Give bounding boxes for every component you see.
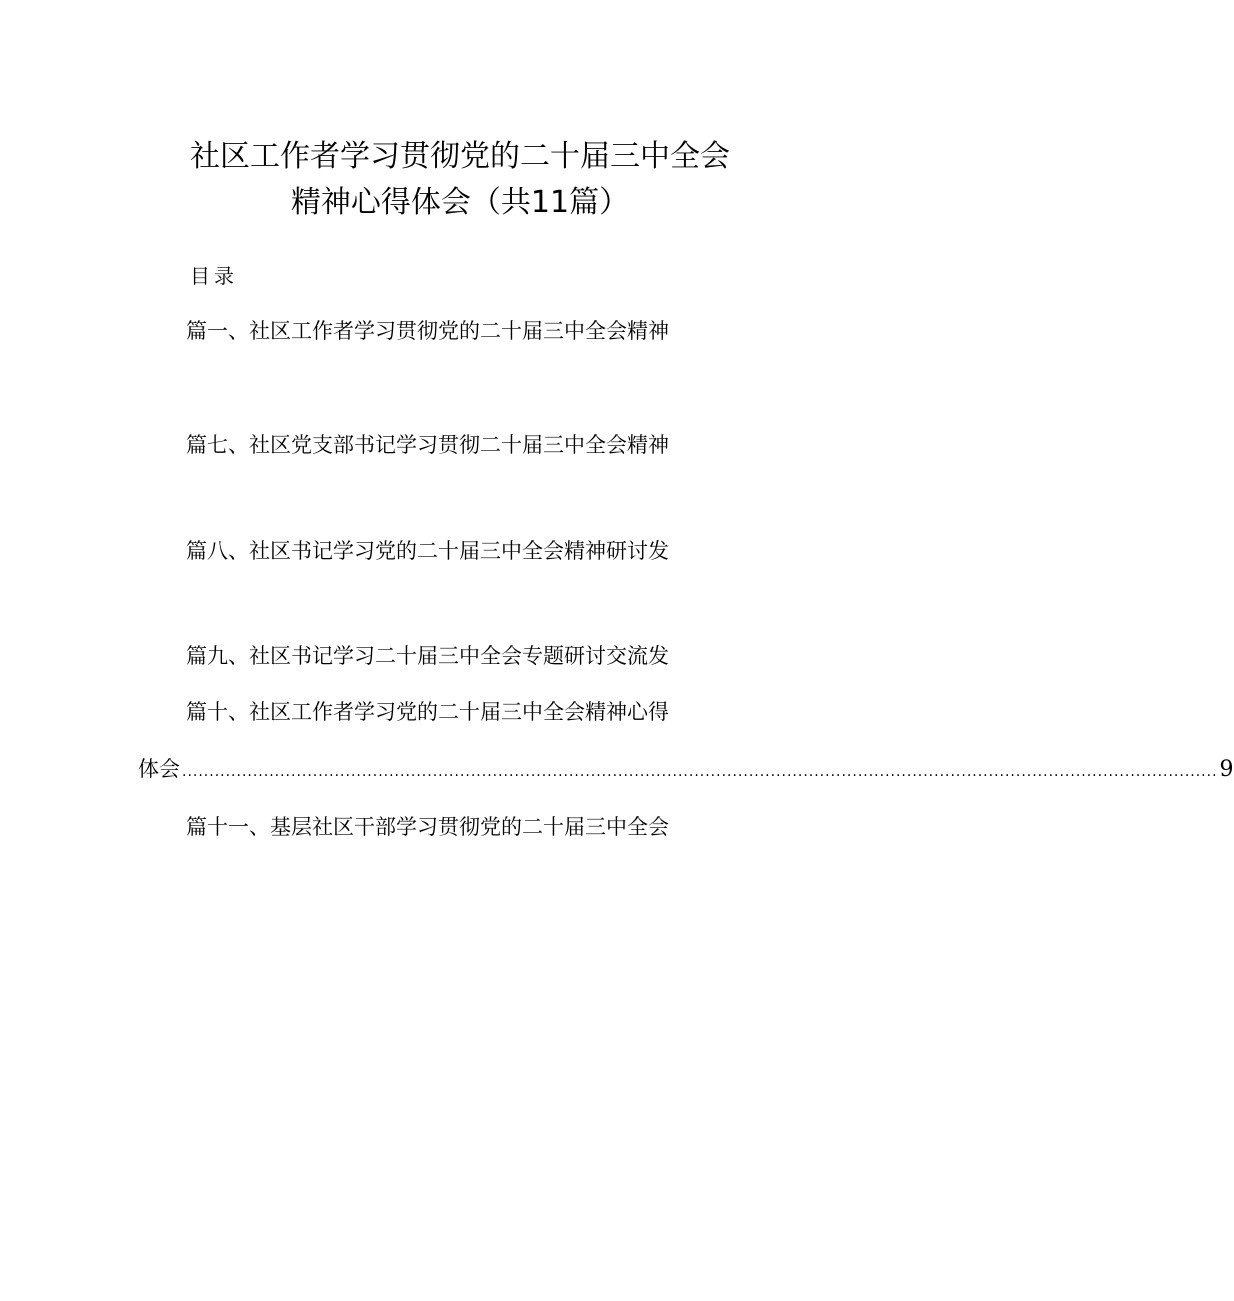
toc-entry-7[interactable]: 篇七、社区党支部书记学习贯彻二十届三中全会精神 bbox=[186, 433, 669, 457]
toc-entry-10[interactable]: 篇十、社区工作者学习党的二十届三中全会精神心得 bbox=[186, 700, 669, 724]
toc-entry-9[interactable]: 篇九、社区书记学习二十届三中全会专题研讨交流发 bbox=[186, 644, 669, 668]
document-title-line-2: 精神心得体会（共11篇） bbox=[290, 185, 630, 220]
toc-heading: 目录 bbox=[190, 264, 238, 288]
toc-entry-8[interactable]: 篇八、社区书记学习党的二十届三中全会精神研讨发 bbox=[186, 539, 669, 563]
toc-entry-10-page-number: 9 bbox=[1219, 757, 1234, 782]
toc-entry-10-continuation-text: 体会 bbox=[138, 757, 180, 781]
toc-entry-10-continuation[interactable] bbox=[138, 754, 1234, 784]
document-title-line-1: 社区工作者学习贯彻党的二十届三中全会 bbox=[190, 139, 730, 174]
toc-entry-1[interactable]: 篇一、社区工作者学习贯彻党的二十届三中全会精神 bbox=[186, 319, 669, 343]
toc-entry-11[interactable]: 篇十一、基层社区干部学习贯彻党的二十届三中全会 bbox=[186, 815, 669, 839]
dot-leader: .............................................................................................................................................................................................. bbox=[182, 764, 1218, 780]
